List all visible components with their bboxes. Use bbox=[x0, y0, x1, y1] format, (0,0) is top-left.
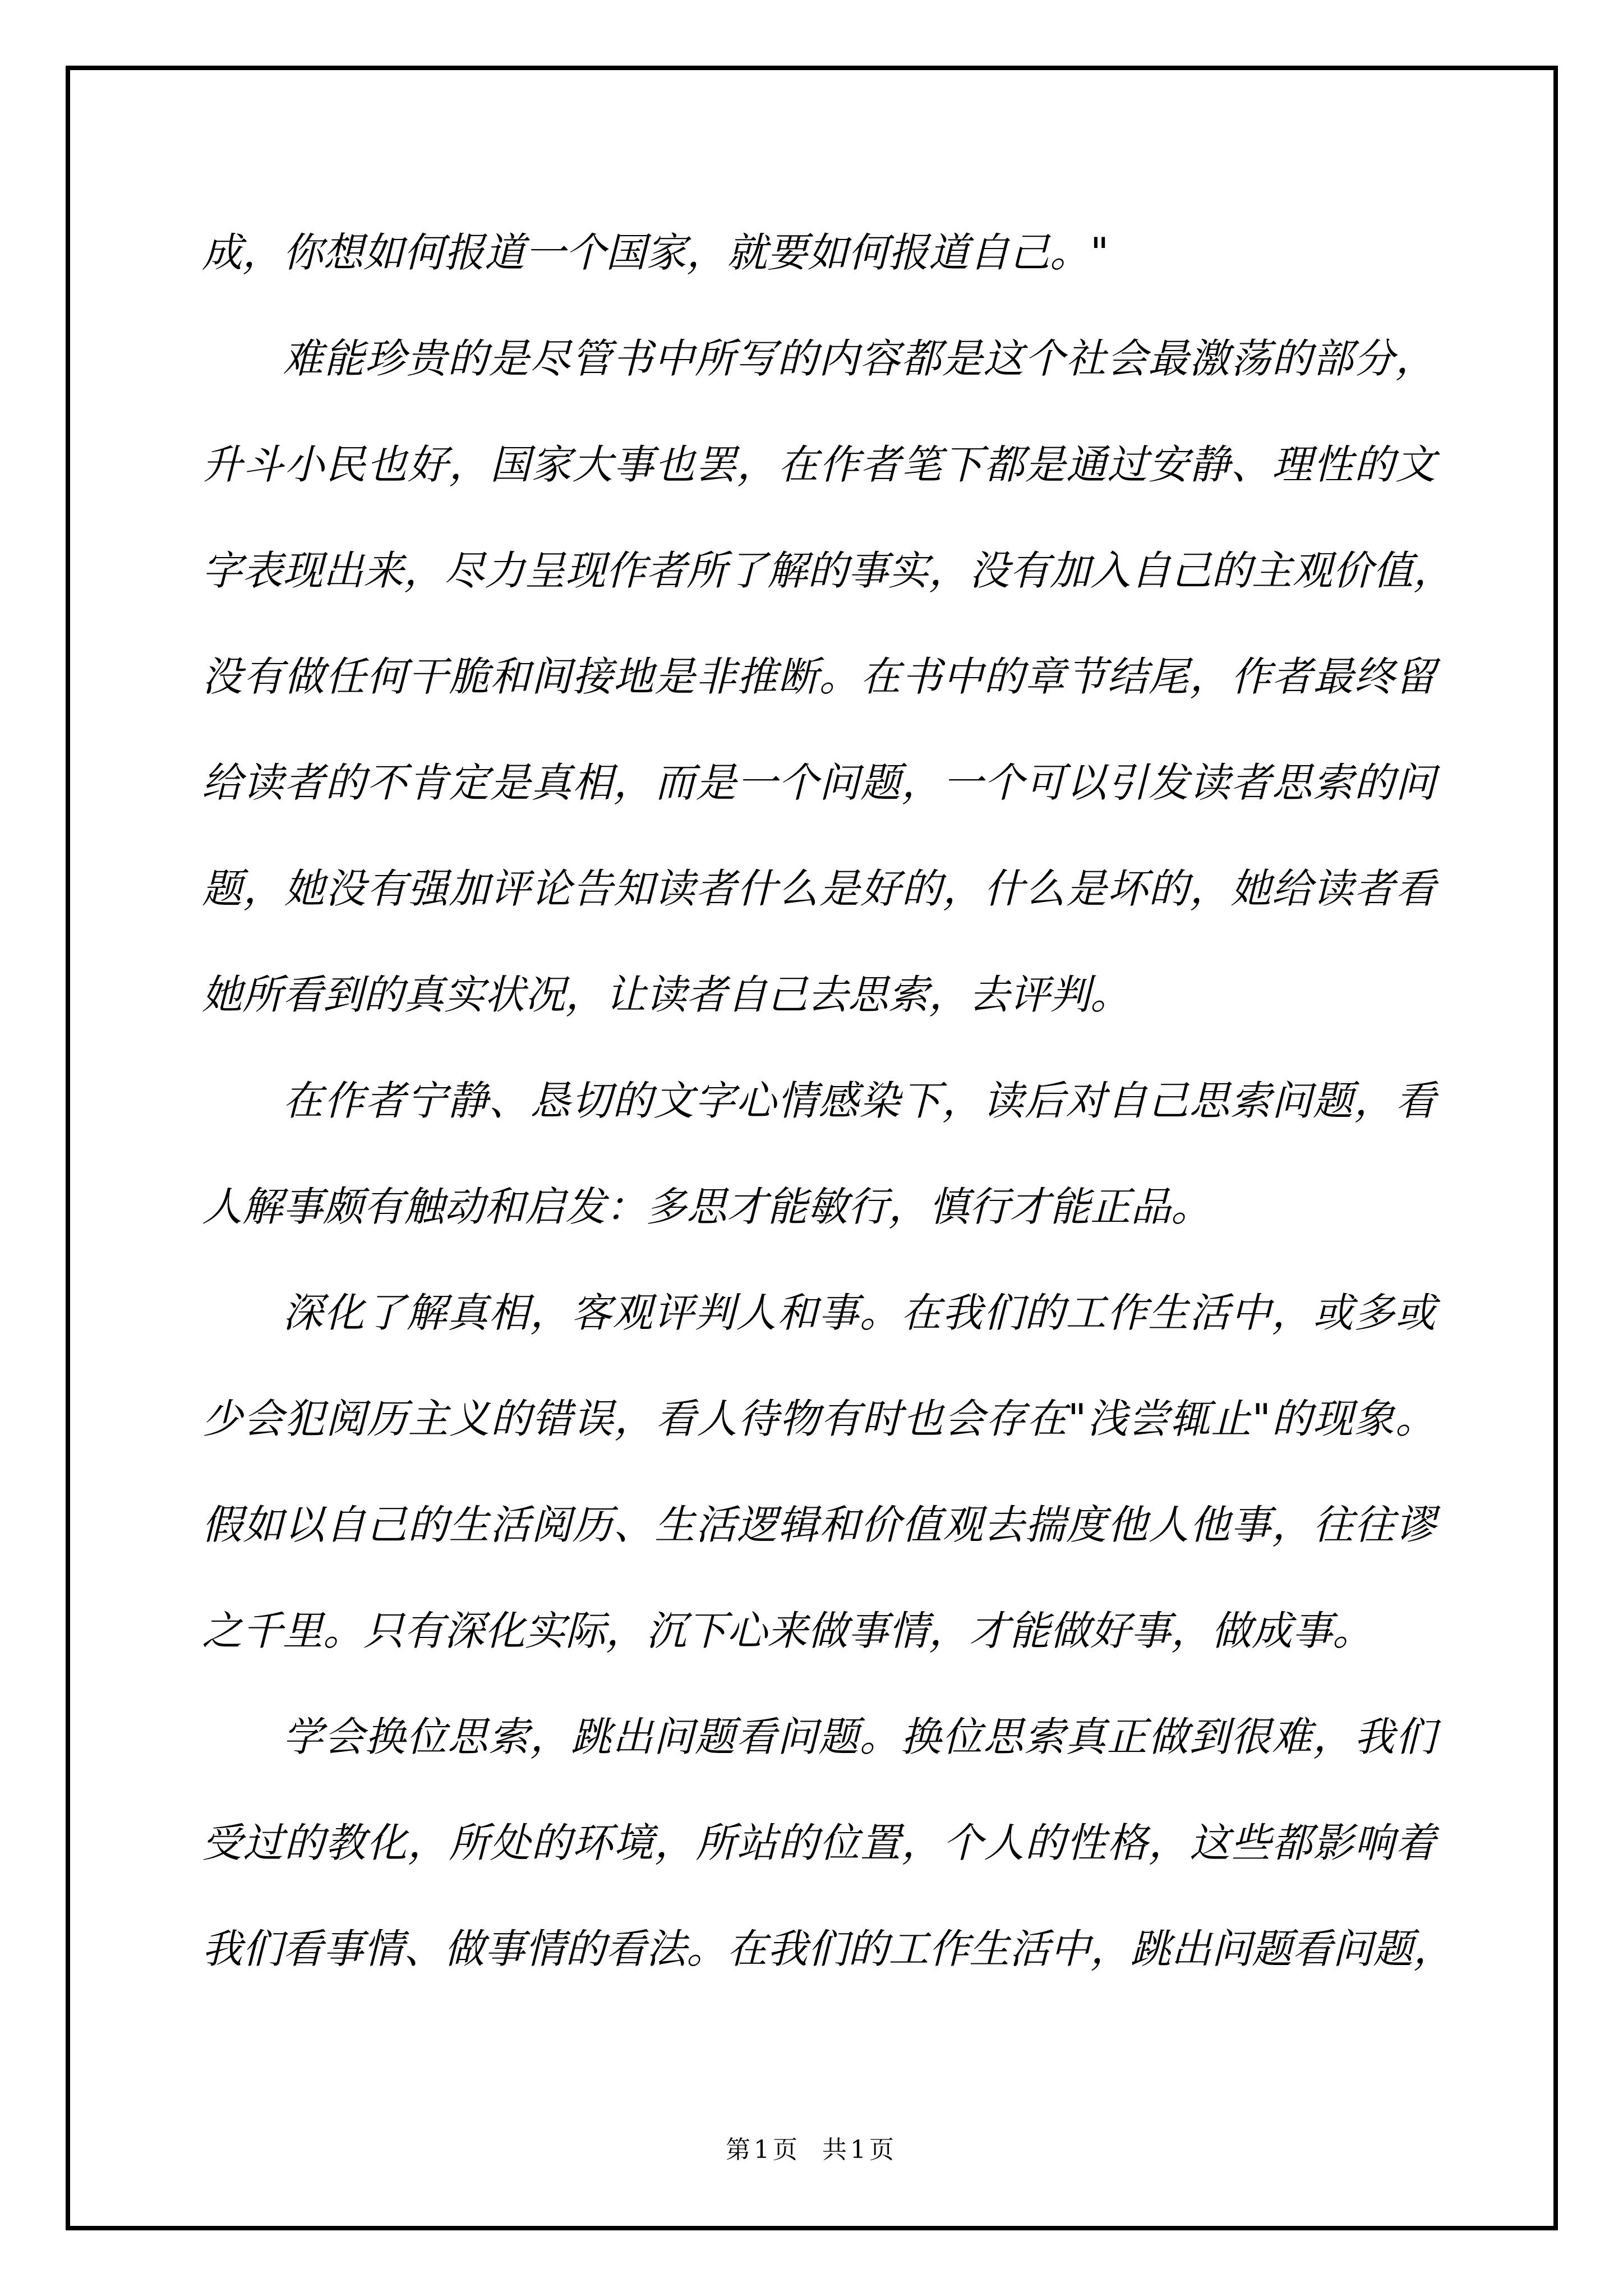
text-line: 题，她没有强加评论告知读者什么是好的，什么是坏的，她给读者看 bbox=[202, 865, 1436, 912]
page-footer bbox=[0, 2129, 1623, 2165]
text-line: 成，你想如何报道一个国家，就要如何报道自己。" bbox=[202, 229, 1109, 276]
page-number-text: 第1页 共1页 bbox=[726, 2136, 897, 2164]
document-body bbox=[202, 200, 1454, 2002]
text-line: 学会换位思索，跳出问题看问题。换位思索真正做到很难，我们 bbox=[283, 1713, 1436, 1760]
text-line: 字表现出来，尽力呈现作者所了解的事实，没有加入自己的主观价值， bbox=[202, 547, 1454, 594]
text-line: 受过的教化，所处的环境，所站的位置，个人的性格，这些都影响着 bbox=[202, 1819, 1436, 1866]
text-line: 之千里。只有深化实际，沉下心来做事情，才能做好事，做成事。 bbox=[202, 1607, 1373, 1654]
text-line: 在作者宁静、恳切的文字心情感染下，读后对自己思索问题，看 bbox=[283, 1077, 1436, 1124]
text-line: 假如以自己的生活阅历、生活逻辑和价值观去揣度他人他事，往往谬 bbox=[202, 1501, 1436, 1548]
text-line: 升斗小民也好，国家大事也罢，在作者笔下都是通过安静、理性的文 bbox=[202, 441, 1436, 488]
text-line: 难能珍贵的是尽管书中所写的内容都是这个社会最激荡的部分， bbox=[283, 335, 1436, 382]
text-line: 少会犯阅历主义的错误，看人待物有时也会存在"浅尝辄止"的现象。 bbox=[202, 1395, 1436, 1442]
text-line: 人解事颇有触动和启发：多思才能敏行，慎行才能正品。 bbox=[202, 1183, 1212, 1230]
text-line: 深化了解真相，客观评判人和事。在我们的工作生活中，或多或 bbox=[283, 1289, 1436, 1336]
text-line: 没有做任何干脆和间接地是非推断。在书中的章节结尾，作者最终留 bbox=[202, 653, 1436, 700]
text-line: 她所看到的真实状况，让读者自己去思索，去评判。 bbox=[202, 971, 1131, 1018]
text-line: 给读者的不肯定是真相，而是一个问题，一个可以引发读者思索的问 bbox=[202, 759, 1436, 806]
text-line: 我们看事情、做事情的看法。在我们的工作生活中，跳出问题看问题， bbox=[202, 1925, 1454, 1972]
